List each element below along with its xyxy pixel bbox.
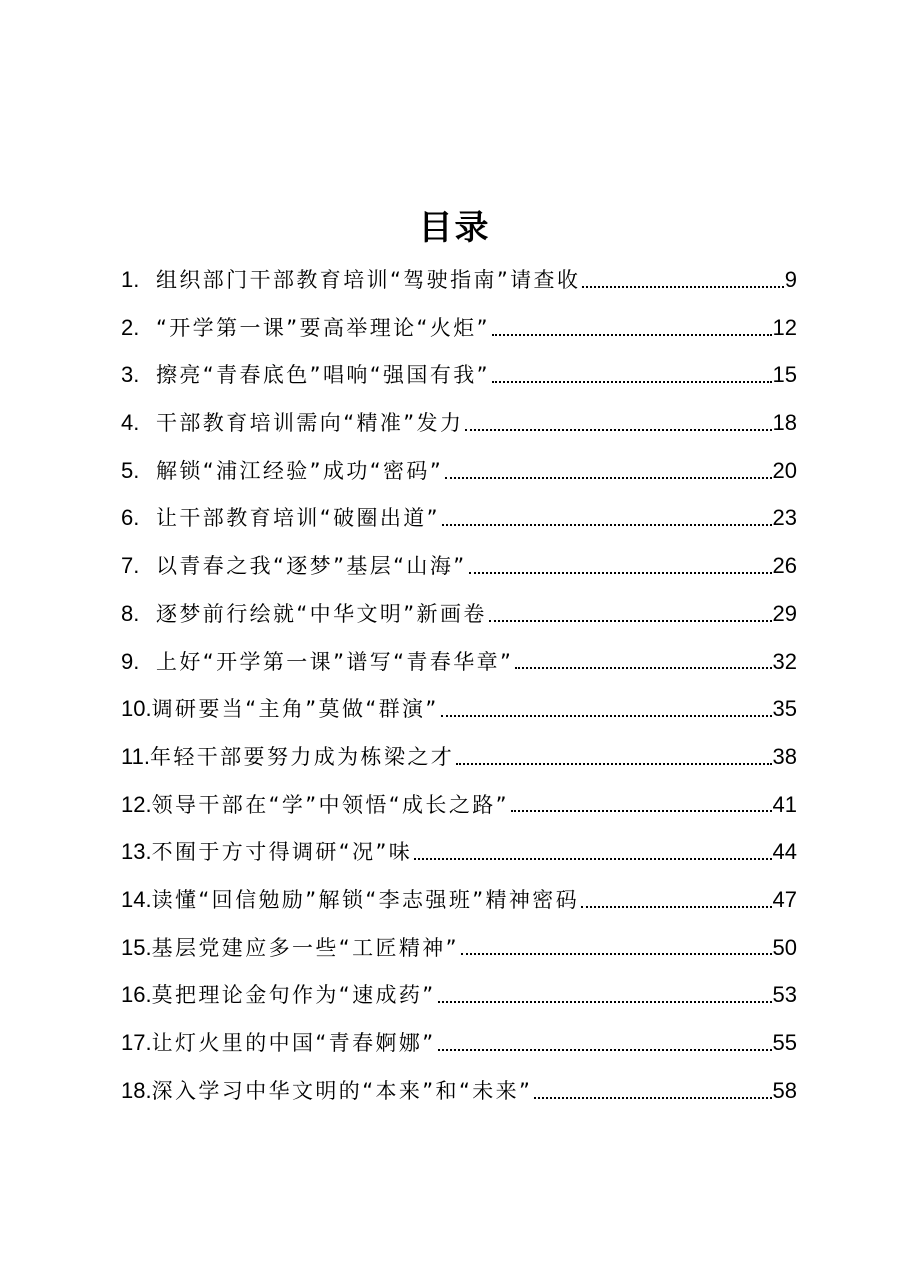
page-title: 目录 <box>418 207 491 248</box>
toc-dot-leader <box>492 365 772 385</box>
toc-entry-title: 莫把理论金句作为“速成药” <box>151 983 436 1008</box>
toc-entry-title: 读懂“回信勉励”解锁“李志强班”精神密码 <box>151 887 580 912</box>
toc-entry-title: 擦亮“青春底色”唱响“强国有我” <box>156 363 490 388</box>
toc-entry-page: 26 <box>772 553 797 579</box>
toc-entry-number: 11. <box>121 743 150 769</box>
toc-list <box>121 256 797 1114</box>
toc-entry-title: 解锁“浦江经验”成功“密码” <box>156 458 444 483</box>
toc-entry-title: 年轻干部要努力成为栋梁之才 <box>149 744 455 769</box>
toc-entry-number: 15. <box>121 934 152 960</box>
toc-entry-title: “开学第一课”要高举理论“火炬” <box>156 315 490 340</box>
toc-entry[interactable] <box>121 733 797 781</box>
toc-entry-page: 58 <box>772 1077 797 1103</box>
toc-dot-leader <box>581 890 771 910</box>
toc-entry[interactable] <box>121 351 797 399</box>
toc-entry-title: 领导干部在“学”中领悟“成长之路” <box>151 792 509 817</box>
toc-entry-page: 35 <box>772 696 797 722</box>
toc-dot-leader <box>438 985 772 1005</box>
toc-entry[interactable] <box>121 1019 797 1067</box>
toc-entry[interactable] <box>121 638 797 686</box>
toc-dot-leader <box>511 794 772 814</box>
toc-entry-number: 14. <box>121 886 152 912</box>
toc-entry-number: 3. <box>121 362 140 388</box>
toc-dot-leader <box>461 937 772 957</box>
toc-entry-page: 18 <box>772 410 797 436</box>
toc-entry-page: 41 <box>772 791 797 817</box>
toc-dot-leader <box>582 270 783 290</box>
toc-dot-leader <box>469 556 772 576</box>
toc-dot-leader <box>534 1081 771 1101</box>
toc-entry-page: 20 <box>772 457 797 483</box>
toc-entry-title: 不囿于方寸得调研“况”味 <box>151 840 413 865</box>
toc-entry-page: 9 <box>784 267 797 292</box>
toc-entry-number: 9. <box>121 648 140 674</box>
toc-entry-number: 7. <box>121 553 140 579</box>
toc-entry-title: 让灯火里的中国“青春婀娜” <box>151 1031 436 1055</box>
toc-entry-number: 6. <box>121 505 140 531</box>
toc-entry-page: 53 <box>772 982 797 1008</box>
toc-dot-leader <box>465 413 771 433</box>
toc-entry-title: 基层党建应多一些“工匠精神” <box>151 935 459 960</box>
toc-dot-leader <box>441 699 772 719</box>
toc-entry-title: 上好“开学第一课”谱写“青春华章” <box>156 649 514 674</box>
toc-entry[interactable] <box>121 256 797 304</box>
toc-dot-leader <box>414 842 771 862</box>
toc-dot-leader <box>442 508 772 528</box>
toc-dot-leader <box>515 651 771 671</box>
toc-entry-title: 调研要当“主角”莫做“群演” <box>151 697 439 722</box>
toc-entry[interactable] <box>121 494 797 542</box>
toc-entry-page: 55 <box>772 1030 797 1055</box>
toc-entry-page: 32 <box>772 648 797 674</box>
toc-entry[interactable] <box>121 828 797 876</box>
toc-entry-title: 深入学习中华文明的“本来”和“未来” <box>151 1078 533 1103</box>
toc-entry-page: 44 <box>772 839 797 865</box>
toc-entry-number: 5. <box>121 457 140 483</box>
toc-entry-number: 17. <box>121 1030 152 1055</box>
toc-dot-leader <box>489 604 772 624</box>
toc-entry[interactable] <box>121 876 797 924</box>
toc-entry-number: 13. <box>121 839 152 865</box>
toc-entry-page: 12 <box>772 314 797 340</box>
toc-entry-number: 16. <box>121 982 152 1008</box>
toc-entry-page: 50 <box>772 934 797 960</box>
toc-entry-page: 38 <box>772 743 797 769</box>
toc-entry[interactable] <box>121 685 797 733</box>
toc-entry-title: 让干部教育培训“破圈出道” <box>156 506 440 531</box>
toc-entry[interactable] <box>121 542 797 590</box>
toc-entry[interactable] <box>121 304 797 352</box>
toc-dot-leader <box>445 461 771 481</box>
toc-entry-number: 10. <box>121 696 152 722</box>
toc-entry[interactable] <box>121 781 797 829</box>
toc-entry-page: 15 <box>772 362 797 388</box>
toc-entry-number: 18. <box>121 1077 152 1103</box>
toc-entry[interactable] <box>121 924 797 972</box>
toc-dot-leader <box>456 747 771 767</box>
toc-dot-leader <box>438 1033 772 1053</box>
toc-entry[interactable] <box>121 1067 797 1115</box>
toc-entry[interactable] <box>121 590 797 638</box>
toc-entry-number: 8. <box>121 600 140 626</box>
toc-entry-number: 4. <box>121 410 140 436</box>
toc-entry-page: 29 <box>772 600 797 626</box>
toc-entry-page: 47 <box>772 886 797 912</box>
toc-entry[interactable] <box>121 447 797 495</box>
toc-dot-leader <box>492 318 772 338</box>
toc-entry-title: 干部教育培训需向“精准”发力 <box>156 411 464 436</box>
toc-entry[interactable] <box>121 399 797 447</box>
toc-entry-number: 2. <box>121 314 140 340</box>
toc-entry-number: 1. <box>121 267 140 292</box>
toc-entry-title: 逐梦前行绘就“中华文明”新画卷 <box>156 601 487 626</box>
toc-entry[interactable] <box>121 971 797 1019</box>
toc-entry-title: 以青春之我“逐梦”基层“山海” <box>156 554 467 579</box>
toc-entry-page: 23 <box>772 505 797 531</box>
toc-entry-title: 组织部门干部教育培训“驾驶指南”请查收 <box>156 268 581 292</box>
toc-entry-number: 12. <box>121 791 152 817</box>
